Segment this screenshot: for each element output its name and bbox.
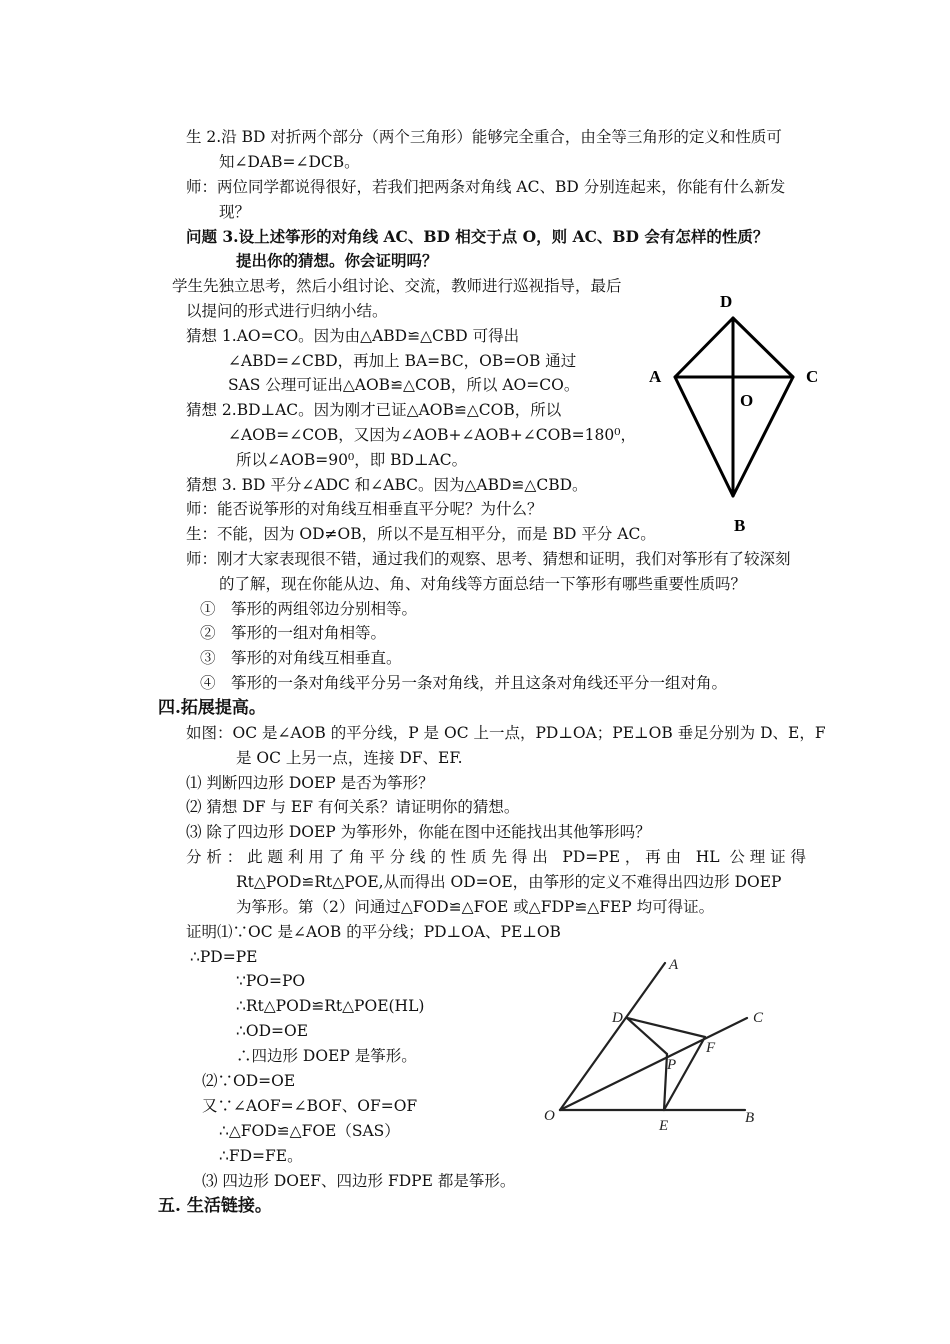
kite-figure <box>640 285 830 540</box>
conjecture-2-a: ∠AOB=∠COB，又因为∠AOB+∠AOB+∠COB=180⁰， <box>228 426 636 444</box>
label-c2: C <box>753 1010 764 1026</box>
label-c: C <box>806 367 819 386</box>
analysis-line-3: 为筝形。第（2）问通过△FOD≌△FOE 或△FDP≌△FEP 均可得证。 <box>236 898 715 916</box>
proof2-line-1: ⑵∵OD=OE <box>202 1072 296 1090</box>
proof-line-5: ∴OD=OE <box>236 1022 309 1040</box>
label-a: A <box>649 367 662 386</box>
proof2-line-2: 又∵∠AOF=∠BOF、OF=OF <box>202 1097 418 1115</box>
conjecture-2-b: 所以∠AOB=90⁰，即 BD⊥AC。 <box>236 451 468 469</box>
conjecture-1: 猜想 1.AO=CO。因为由△ABD≌△CBD 可得出 <box>186 327 520 345</box>
analysis-line-1: 分析：此题利用了角平分线的性质先得出 PD=PE，再由 HL 公理证得 <box>186 848 806 866</box>
ray-oc <box>560 1018 747 1110</box>
line-17: 生：不能，因为 OD≠OB，所以不是互相平分，而是 BD 平分 AC。 <box>186 525 656 543</box>
question-3: 问题 3.设上述筝形的对角线 AC、BD 相交于点 O，则 AC、BD 会有怎样的性质？ <box>186 227 769 246</box>
line-2: 知∠DAB=∠DCB。 <box>219 153 360 171</box>
conjecture-1-b: SAS 公理可证出△AOB≌△COB，所以 AO=CO。 <box>228 376 580 394</box>
proof2-line-3: ∴△FOD≌△FOE（SAS） <box>219 1122 400 1140</box>
label-d2: D <box>612 1010 623 1026</box>
proof-line-2: ∴PD=PE <box>190 948 258 966</box>
question-3-cont: 提出你的猜想。你会证明吗？ <box>236 251 438 270</box>
label-f2: F <box>706 1040 716 1056</box>
property-3: ③ 筝形的对角线互相垂直。 <box>200 649 402 667</box>
line-8: 以提问的形式进行归纳小结。 <box>186 302 388 320</box>
line-16: 师：能否说筝形的对角线互相垂直平分呢？为什么？ <box>186 500 543 518</box>
conjecture-2: 猜想 2.BD⊥AC。因为刚才已证△AOB≌△COB，所以 <box>186 401 562 419</box>
proof-line-3: ∵PO=PO <box>236 972 306 990</box>
property-2: ② 筝形的一组对角相等。 <box>200 624 387 642</box>
label-e2: E <box>659 1118 669 1134</box>
proof3-line: ⑶ 四边形 DOEF、四边形 FDPE 都是筝形。 <box>202 1172 516 1190</box>
analysis-line-2: Rt△POD≌Rt△POE,从而得出 OD=OE，由筝形的定义不难得出四边形 DOEP <box>236 873 782 891</box>
line-3: 师：两位同学都说得很好，若我们把两条对角线 AC、BD 分别连起来，你能有什么新发 <box>186 178 786 196</box>
label-o2: O <box>544 1108 555 1124</box>
line-19: 的了解，现在你能从边、角、对角线等方面总结一下筝形有哪些重要性质吗？ <box>219 575 747 593</box>
sub-question-2: ⑵ 猜想 DF 与 EF 有何关系？请证明你的猜想。 <box>186 798 520 816</box>
line-18: 师：刚才大家表现很不错，通过我们的观察、思考、猜想和证明，我们对筝形有了较深刻 <box>186 550 791 568</box>
proof-line-6: ∴四边形 DOEP 是筝形。 <box>236 1047 417 1065</box>
property-4: ④ 筝形的一条对角线平分另一条对角线，并且这条对角线还平分一组对角。 <box>200 674 728 692</box>
sub-question-3: ⑶ 除了四边形 DOEP 为筝形外，你能在图中还能找出其他筝形吗？ <box>186 823 651 841</box>
line-1: 生 2.沿 BD 对折两个部分（两个三角形）能够完全重合，由全等三角形的定义和性质可 <box>186 128 782 146</box>
property-1: ① 筝形的两组邻边分别相等。 <box>200 600 418 618</box>
conjecture-3: 猜想 3. BD 平分∠ADC 和∠ABC。因为△ABD≌△CBD。 <box>186 476 588 494</box>
line-7: 学生先独立思考，然后小组讨论、交流，教师进行巡视指导，最后 <box>172 277 622 295</box>
label-b: B <box>734 516 746 535</box>
sub-question-1: ⑴ 判断四边形 DOEP 是否为筝形？ <box>186 774 434 792</box>
angle-bisector-figure <box>535 950 780 1140</box>
label-d: D <box>720 292 733 311</box>
label-a2: A <box>669 957 679 973</box>
label-o: O <box>740 391 754 410</box>
ray-oa <box>560 963 665 1110</box>
proof-line-1: 证明⑴∵OC 是∠AOB 的平分线；PD⊥OA、PE⊥OB <box>186 923 561 941</box>
problem-line-1: 如图：OC 是∠AOB 的平分线，P 是 OC 上一点，PD⊥OA；PE⊥OB 垂足分别为 D、E，F <box>186 724 826 742</box>
proof-line-4: ∴Rt△POD≌Rt△POE(HL) <box>236 997 425 1015</box>
line-4: 现？ <box>219 203 251 221</box>
conjecture-1-a: ∠ABD=∠CBD，再加上 BA=BC，OB=OB 通过 <box>228 352 577 370</box>
label-p2: P <box>667 1057 677 1073</box>
label-b2: B <box>745 1110 755 1126</box>
section-5-heading: 五. 生活链接。 <box>158 1196 272 1216</box>
proof2-line-4: ∴FD=FE。 <box>219 1147 303 1165</box>
section-4-heading: 四.拓展提高。 <box>158 698 266 718</box>
problem-line-2: 是 OC 上另一点，连接 DF、EF. <box>236 749 463 767</box>
